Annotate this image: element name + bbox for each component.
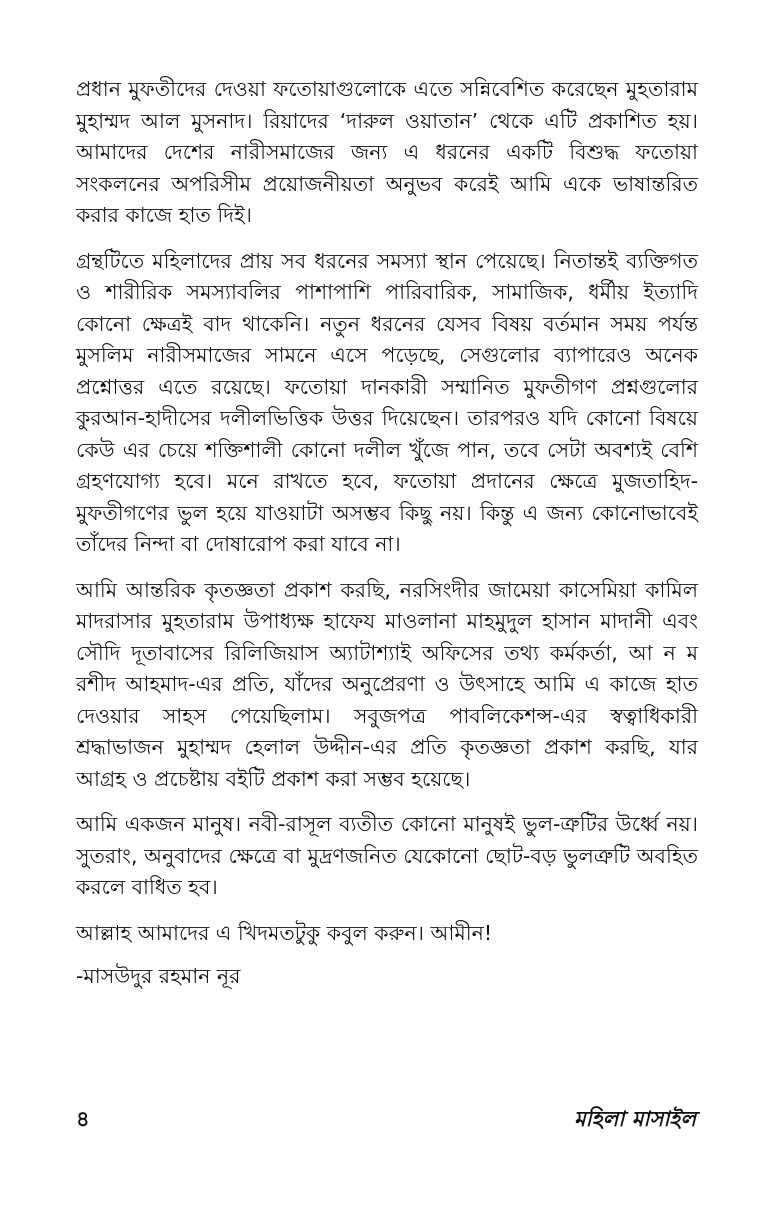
page-number: ৪	[76, 1107, 90, 1131]
translator-signature: -মাসউদুর রহমান নূর	[76, 964, 241, 988]
closing-prayer: আল্লাহ আমাদের এ খিদমতটুকু কবুল করুন। আমীন!	[76, 920, 493, 945]
page-footer	[76, 1103, 698, 1135]
page-body	[76, 74, 698, 993]
running-title: মহিলা মাসাইল	[573, 1106, 696, 1131]
intro-paragraph: প্রধান মুফতীদের দেওয়া ফতোয়াগুলোকে এতে সন্নিবেশিত করেছেন মুহতারাম মুহাম্মদ আল মুসনাদ। রিয়াদের ‘দারুল ওয়াতান’ থেকে এটি প্রকাশিত হয়। আমাদের দেশের নারীসমাজের জন্য এ ধরনের একটি বিশুদ্ধ ফতোয়া সংকলনের অপরিসীম প্রয়োজনীয়তা অনুভব করেই আমি একে ভাষান্তরিত করার কাজে হাত দিই।	[76, 77, 698, 227]
content-scope-paragraph: গ্রন্থটিতে মহিলাদের প্রায় সব ধরনের সমস্যা স্থান পেয়েছে। নিতান্তই ব্যক্তিগত ও শারীরিক সমস্যাবলির পাশাপাশি পারিবারিক, সামাজিক, ধর্মীয় ইত্যাদি কোনো ক্ষেত্রই বাদ থাকেনি। নতুন ধরনের যেসব বিষয় বর্তমান সময় পর্যন্ত মুসলিম নারীসমাজের সামনে এসে পড়েছে, সেগুলোর ব্যাপারেও অনেক প্রশ্নোত্তর এতে রয়েছে। ফতোয়া দানকারী সম্মানিত মুফতীগণ প্রশ্নগুলোর কুরআন-হাদীসের দলীলভিত্তিক উত্তর দিয়েছেন। তারপরও যদি কোনো বিষয়ে কেউ এর চেয়ে শক্তিশালী কোনো দলীল খুঁজে পান, তবে সেটা অবশ্যই বেশি গ্রহণযোগ্য হবে। মনে রাখতে হবে, ফতোয়া প্রদানের ক্ষেত্রে মুজতাহিদ-মুফতীগণের ভুল হয়ে যাওয়াটা অসম্ভব কিছু নয়। কিন্তু এ জন্য কোনোভাবেই তাঁদের নিন্দা বা দোষারোপ করা যাবে না।	[76, 248, 698, 556]
acknowledgement-paragraph: আমি আন্তরিক কৃতজ্ঞতা প্রকাশ করছি, নরসিংদীর জামেয়া কাসেমিয়া কামিল মাদরাসার মুহতারাম উপাধ্যক্ষ হাফেয মাওলানা মাহমুদুল হাসান মাদানী এবং সৌদি দূতাবাসের রিলিজিয়াস অ্যাটাশ্যাই অফিসের তথ্য কর্মকর্তা, আ ন ম রশীদ আহমাদ-এর প্রতি, যাঁদের অনুপ্রেরণা ও উৎসাহে আমি এ কাজে হাত দেওয়ার সাহস পেয়েছিলাম। সবুজপত্র পাবলিকেশন্স-এর স্বত্বাধিকারী শ্রদ্ধাভাজন মুহাম্মদ হেলাল উদ্দীন-এর প্রতি কৃতজ্ঞতা প্রকাশ করছি, যার আগ্রহ ও প্রচেষ্টায় বইটি প্রকাশ করা সম্ভব হয়েছে।	[76, 577, 698, 791]
apology-paragraph: আমি একজন মানুষ। নবী-রাসূল ব্যতীত কোনো মানুষই ভুল-ত্রুটির উর্ধ্বে নয়। সুতরাং, অনুবাদের ক্ষেত্রে বা মুদ্রণজনিত যেকোনো ছোট-বড় ভুলত্রুটি অবহিত করলে বাধিত হব।	[76, 812, 698, 899]
